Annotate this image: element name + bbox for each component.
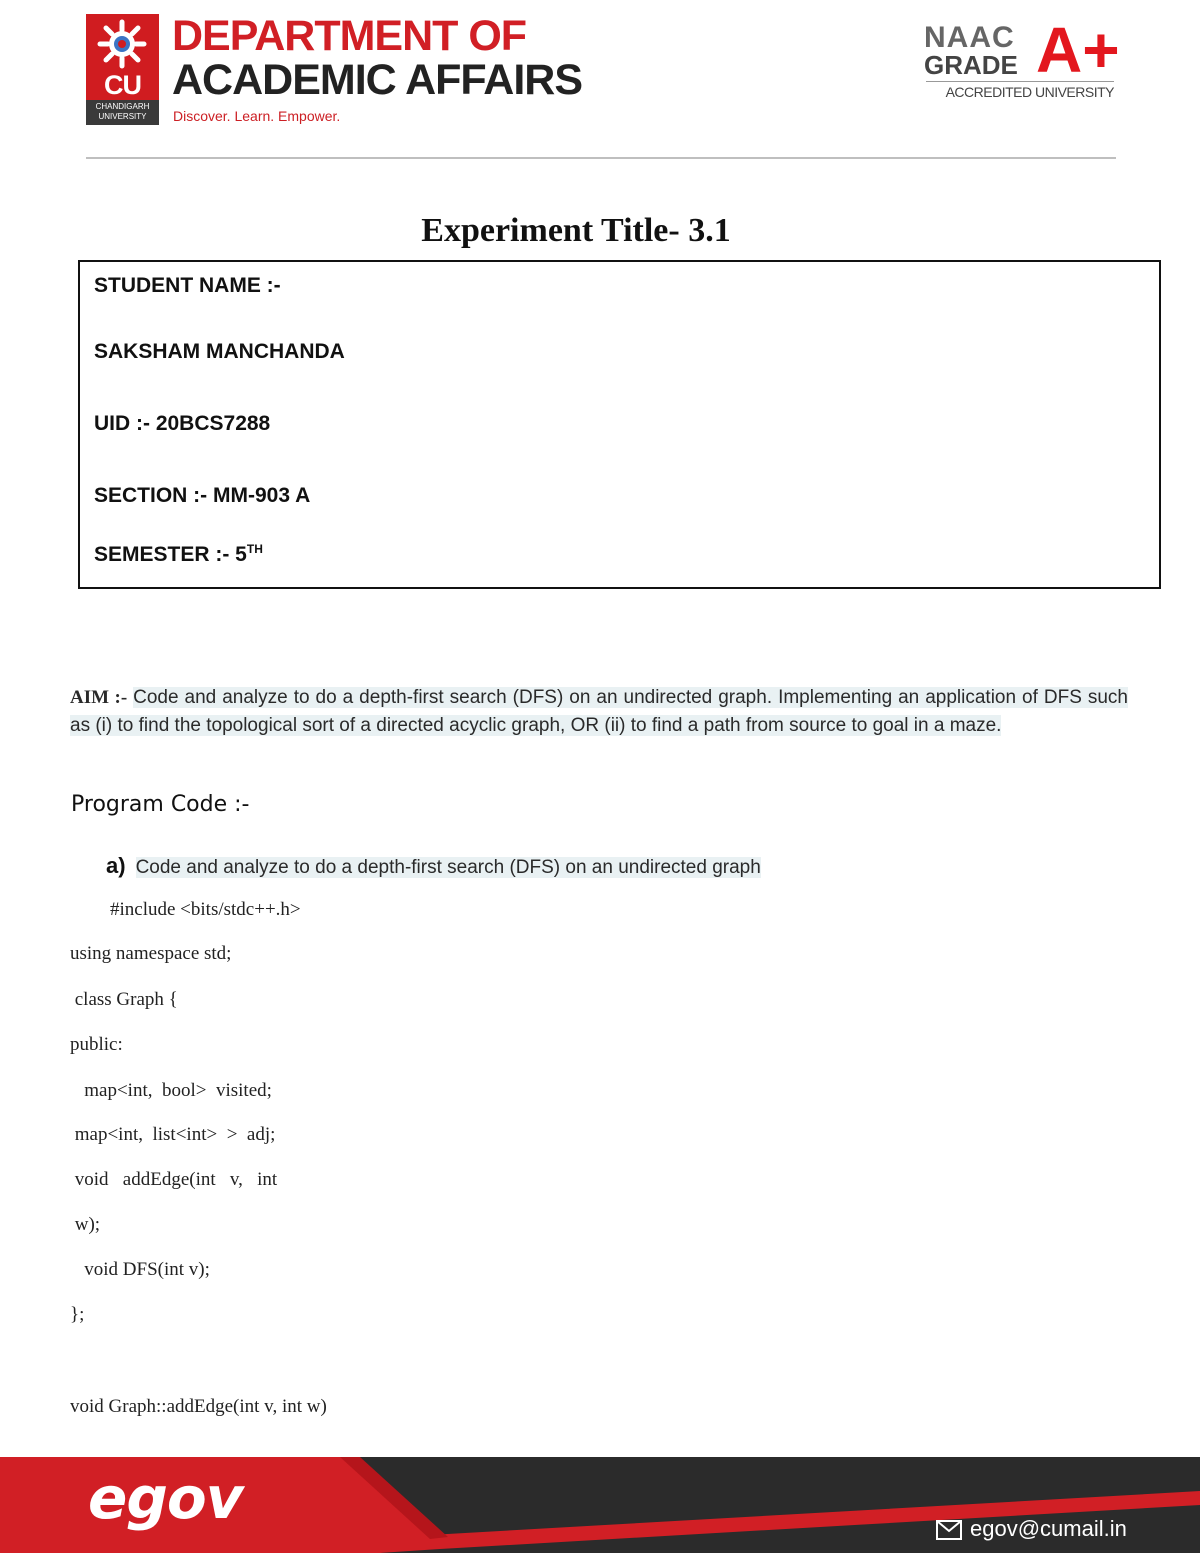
- department-title-line-1: DEPARTMENT OF: [172, 12, 527, 60]
- aim-label: AIM :-: [70, 687, 128, 708]
- university-seal-icon: [96, 18, 148, 70]
- mail-icon: [936, 1520, 962, 1540]
- code-line: void addEdge(int v, int: [70, 1169, 278, 1190]
- header-divider: [86, 157, 1116, 159]
- aim-text: Code and analyze to do a depth-first search (DFS) on an undirected graph. Implementing an application of DFS such as (i) to find the topological sort of a directed acyclic graph, OR (ii) to find a path from source to goal in a maze.: [70, 687, 1128, 736]
- subsection-letter: a): [106, 853, 126, 878]
- student-section: SECTION :- MM-903 A: [94, 484, 311, 507]
- grade-label: GRADE: [924, 50, 1018, 80]
- naac-badge: [924, 14, 1120, 104]
- program-code-heading: Program Code :-: [71, 792, 250, 817]
- code-line: public:: [70, 1034, 123, 1055]
- logo-caption: CHANDIGARH UNIVERSITY: [86, 100, 159, 125]
- subsection-text: Code and analyze to do a depth-first search (DFS) on an undirected graph: [135, 857, 761, 878]
- subsection-a: [106, 853, 761, 879]
- logo-initials: CU: [104, 70, 141, 100]
- university-logo: [86, 14, 159, 125]
- accreditation-caption: ACCREDITED UNIVERSITY: [926, 81, 1114, 100]
- code-line: map<int, list<int> > adj;: [70, 1124, 276, 1145]
- code-line: void DFS(int v);: [70, 1259, 210, 1280]
- department-title-line-2: ACADEMIC AFFAIRS: [172, 56, 583, 104]
- code-line: using namespace std;: [70, 943, 232, 964]
- email-address: egov@cumail.in: [970, 1516, 1127, 1541]
- code-line: #include <bits/stdc++.h>: [110, 899, 301, 920]
- code-line: map<int, bool> visited;: [70, 1080, 272, 1101]
- student-info-box: [78, 260, 1161, 589]
- naac-label: NAAC: [924, 21, 1015, 54]
- footer-email: [936, 1516, 1127, 1542]
- semester-suffix: TH: [246, 542, 263, 556]
- experiment-title: Experiment Title- 3.1: [421, 212, 731, 249]
- code-line: void Graph::addEdge(int v, int w): [70, 1396, 327, 1417]
- aim-paragraph: [70, 684, 1128, 740]
- student-uid: UID :- 20BCS7288: [94, 412, 271, 435]
- naac-grade: A+: [1036, 14, 1120, 86]
- egov-logo: egov: [88, 1464, 243, 1532]
- code-line: class Graph {: [70, 989, 178, 1010]
- code-line: };: [70, 1304, 85, 1325]
- student-name-label: STUDENT NAME :-: [94, 274, 281, 297]
- student-name: SAKSHAM MANCHANDA: [94, 340, 345, 363]
- code-line: w);: [70, 1214, 101, 1235]
- department-tagline: Discover. Learn. Empower.: [173, 108, 341, 124]
- student-semester: SEMESTER :- 5TH: [94, 542, 263, 566]
